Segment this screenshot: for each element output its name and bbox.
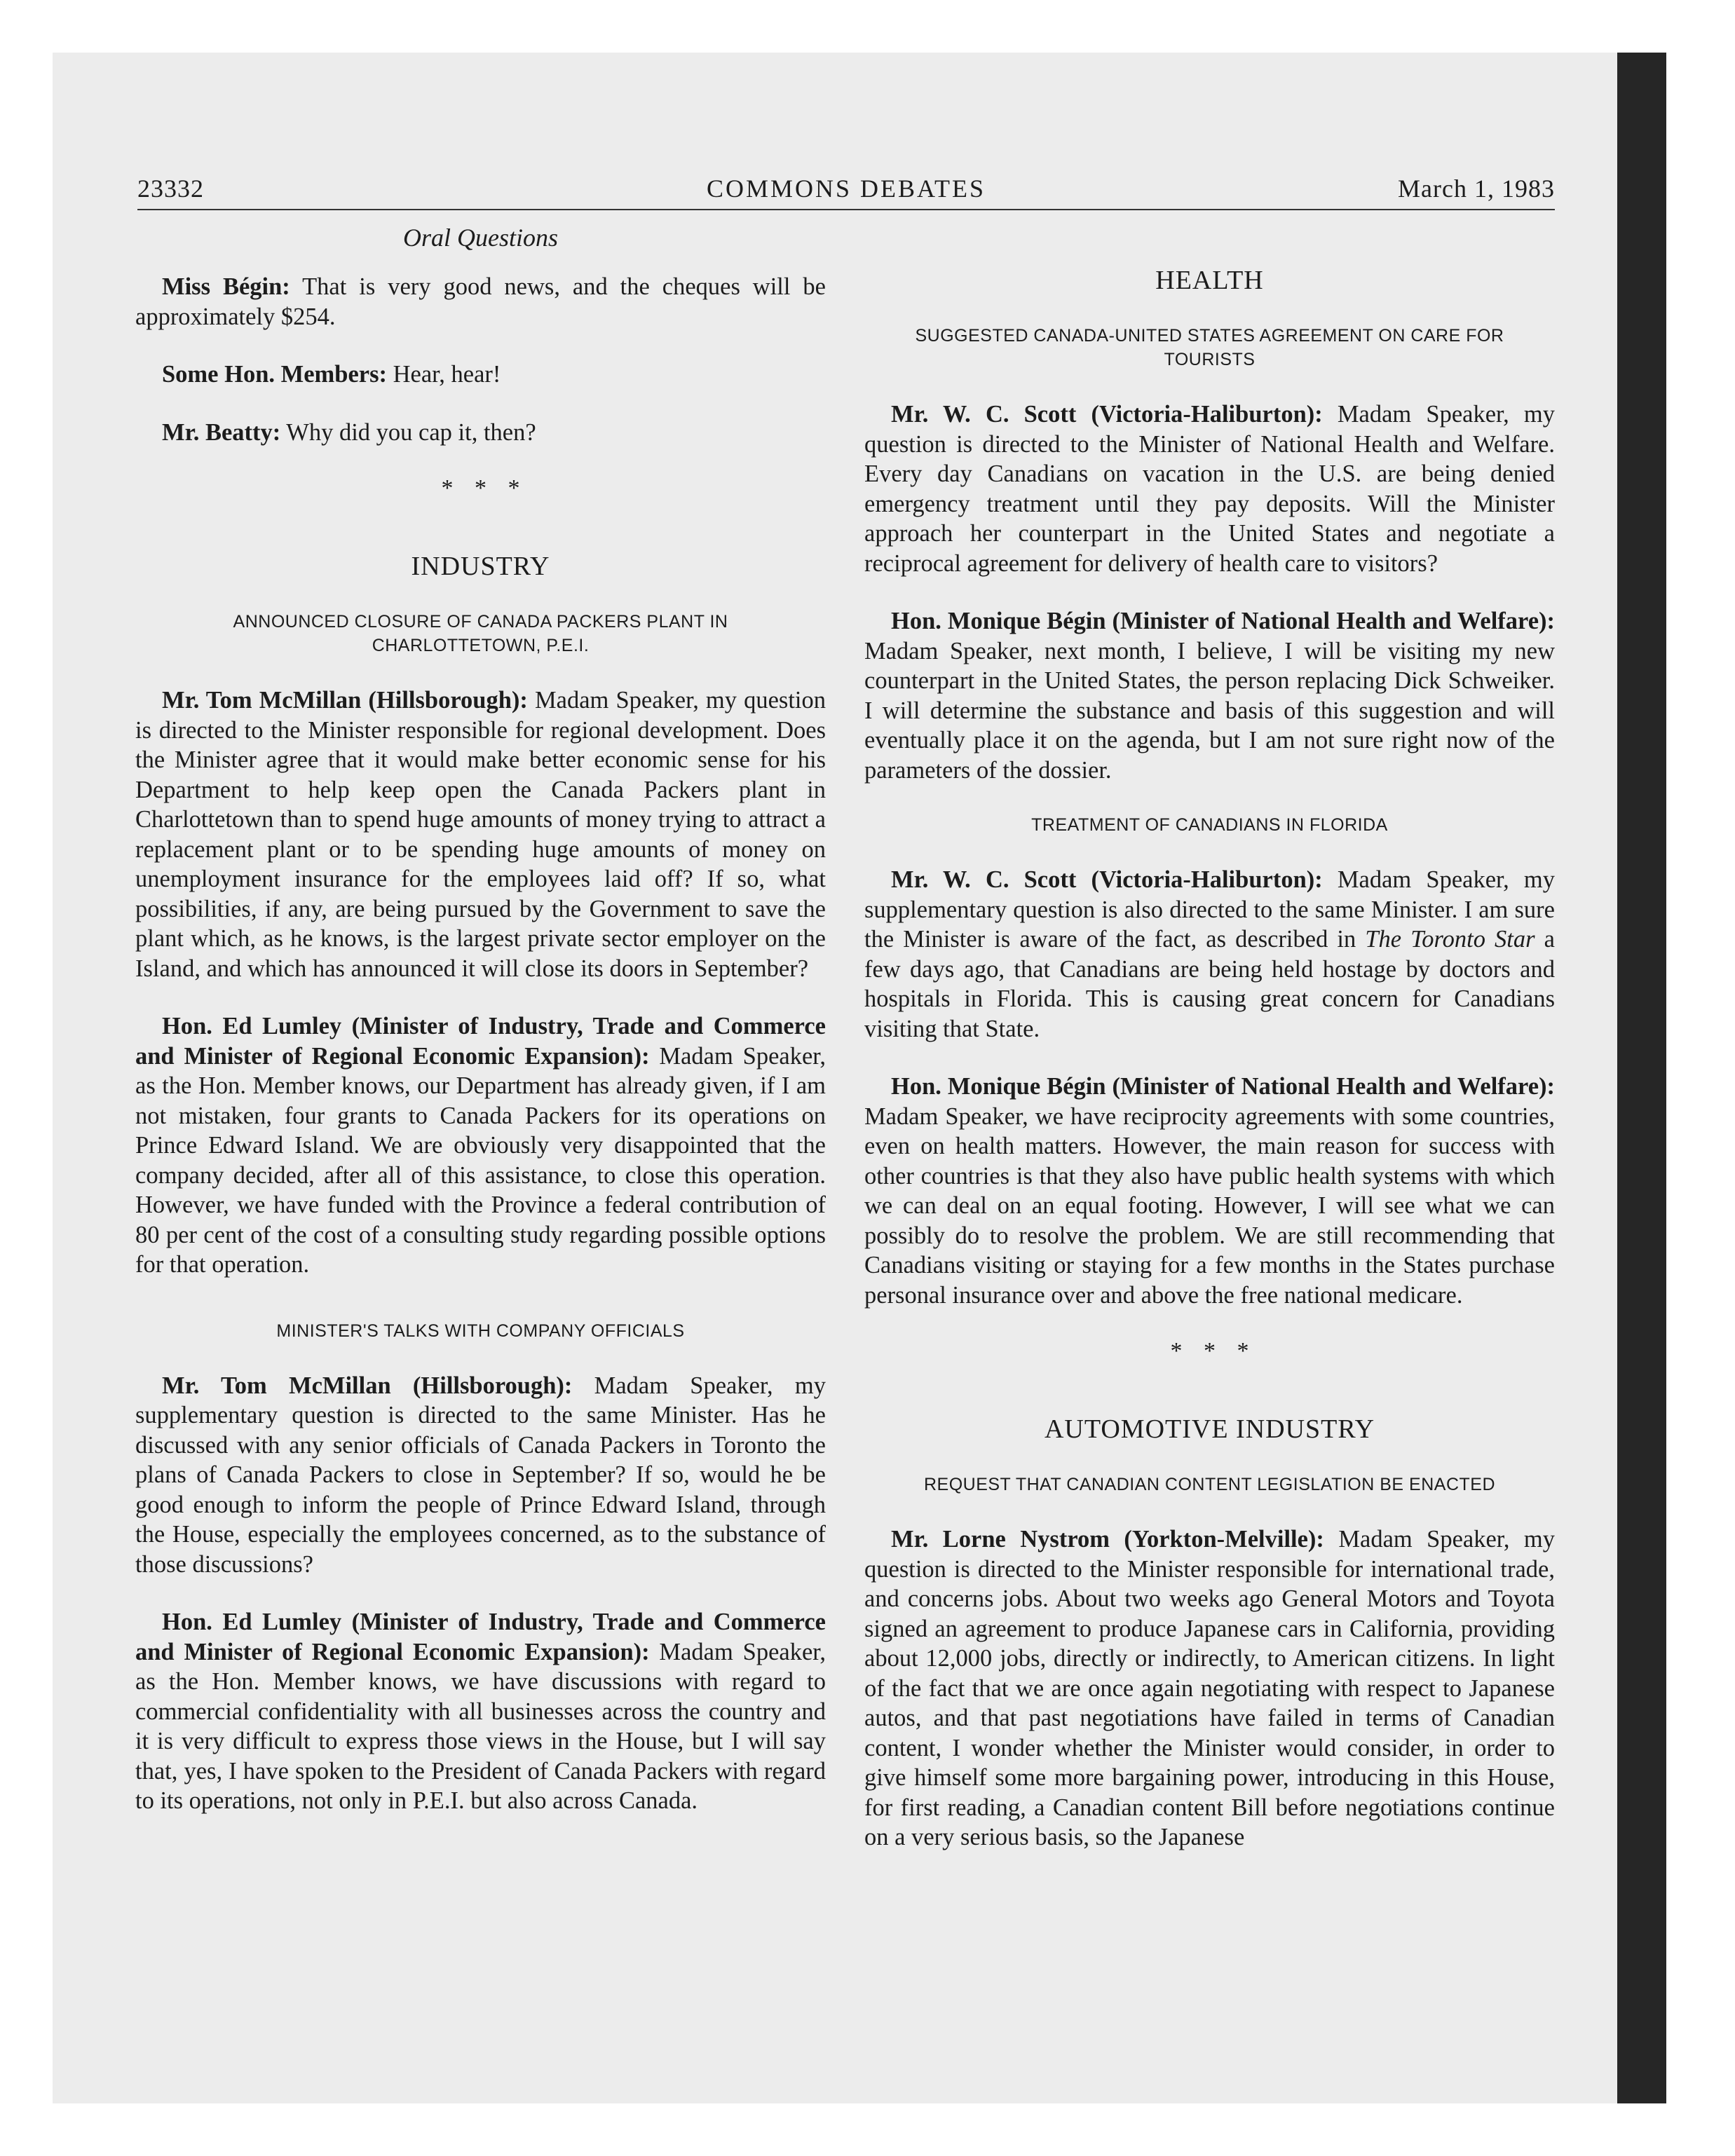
speaker-name: Miss Bégin: — [162, 273, 290, 300]
speech-paragraph — [864, 865, 1555, 1044]
speaker-name: Mr. Tom McMillan (Hillsborough): — [162, 687, 528, 714]
speech-paragraph — [135, 1607, 826, 1816]
speaker-name: Hon. Monique Bégin (Minister of National Health and Welfare): — [891, 608, 1555, 634]
speech-text: Madam Speaker, my question is directed to the Minister of National Health and Welfare. Every day Canadians on vacation in the U.S. are being denied emergency treatment until they pay deposits. Will the Minister approach her counterpart in the United States and negotiate a reciprocal agreement for delivery of health care to visitors? — [864, 401, 1555, 577]
speech-paragraph — [135, 685, 826, 983]
speech-text: Madam Speaker, we have reciprocity agreements with some countries, even on health matters. However, the main reason for success with other countries is that they also have public health systems with which we can deal on an equal footing. However, I will see what we can possibly do to resolve the problem. We are still recommending that Canadians visiting or staying for a few months in the States purchase personal insurance over and above the free national medicare. — [864, 1103, 1555, 1309]
speaker-name: Hon. Ed Lumley (Minister of Industry, Trade and Commerce and Minister of Regional Economic Expansion): — [135, 1609, 826, 1665]
page-number: 23332 — [137, 175, 204, 203]
subheading: TREATMENT OF CANADIANS IN FLORIDA — [1031, 815, 1388, 835]
publication-date: March 1, 1983 — [1398, 175, 1555, 203]
publication-title: COMMONS DEBATES — [706, 175, 986, 203]
subheading: SUGGESTED CANADA-UNITED STATES AGREEMENT ON CARE FOR TOURISTS — [915, 326, 1504, 369]
speaker-name: Mr. Tom McMillan (Hillsborough): — [162, 1372, 573, 1399]
speaker-name: Mr. W. C. Scott (Victoria-Haliburton): — [891, 401, 1323, 428]
speech-paragraph — [864, 606, 1555, 785]
newspaper-title: The Toronto Star — [1365, 926, 1535, 953]
speech-text: Madam Speaker, as the Hon. Member knows, our Department has already given, if I am not mistaken, four grants to Canada Packers for its operations on Prince Edward Island. We are obviously very disappointed that the company decided, after all of this assistance, to close this operation. However, we have funded with the Province a federal contribution of 80 per cent of the cost of a consulting study regarding possible options for that operation. — [135, 1042, 826, 1278]
speech-text: Madam Speaker, my question is directed to the Minister responsible for international trade, and concerns jobs. About two weeks ago General Motors and Toyota signed an agreement to produce Japanese cars in California, providing about 12,000 jobs, directly or indirectly, to American citizens. In light of the fact that we are once again negotiating with respect to Japanese autos, and that past negotiations have failed in terms of Canadian content, I wonder whether the Minister would consider, in order to give himself some more bargaining power, introducing in this House, for first reading, a Canadian content Bill before negotiations continue on a very serious basis, so the Japanese — [864, 1526, 1555, 1850]
running-head — [137, 174, 1555, 210]
section-separator: * * * — [441, 475, 520, 501]
subheading: ANNOUNCED CLOSURE OF CANADA PACKERS PLANT IN CHARLOTTETOWN, P.E.I. — [233, 612, 728, 655]
left-column — [135, 223, 826, 1844]
speech-paragraph — [135, 272, 826, 332]
section-label: Oral Questions — [402, 224, 558, 252]
speaker-name: Mr. W. C. Scott (Victoria-Haliburton): — [891, 866, 1323, 893]
scan-edge-bar — [1617, 53, 1666, 2103]
speech-text: Madam Speaker, next month, I believe, I will be visiting my new counterpart in the United States, the person replacing Dick Schweiker. I will determine the substance and basis of this suggestion and will eventually place it on the agenda, but I am not sure right now of the parameters of the dossier. — [864, 637, 1555, 784]
subheading: MINISTER'S TALKS WITH COMPANY OFFICIALS — [276, 1321, 685, 1341]
speech-paragraph — [135, 1011, 826, 1280]
right-column — [864, 265, 1555, 1881]
section-heading: HEALTH — [1155, 266, 1264, 295]
subheading: REQUEST THAT CANADIAN CONTENT LEGISLATION BE ENACTED — [923, 1475, 1496, 1494]
speaker-name: Mr. Lorne Nystrom (Yorkton-Melville): — [891, 1526, 1324, 1553]
speech-text: Madam Speaker, my supplementary question is directed to the same Minister. Has he discussed with any senior officials of Canada Packers in Toronto the plans of Canada Packers to close in September? If so, would he be good enough to inform the people of Prince Edward Island, through the House, especially the employees concerned, as to the substance of those discussions? — [135, 1372, 826, 1578]
speech-paragraph — [135, 418, 826, 448]
speech-paragraph — [864, 1072, 1555, 1310]
speaker-name: Mr. Beatty: — [162, 418, 281, 446]
speaker-name: Some Hon. Members: — [162, 361, 387, 388]
speech-paragraph — [864, 400, 1555, 578]
speech-text: Madam Speaker, my supplementary question is also directed to the same Minister. I am sure the Minister is aware of the fact, as described in — [864, 866, 1555, 953]
speech-text: a few days ago, that Canadians are being held hostage by doctors and hospitals in Florida. This is causing great concern for Canadians visiting that State. — [864, 926, 1555, 1042]
speech-paragraph — [135, 360, 826, 390]
speech-paragraph — [135, 1371, 826, 1580]
speech-paragraph — [864, 1524, 1555, 1853]
section-heading: INDUSTRY — [411, 552, 550, 581]
speaker-name: Hon. Monique Bégin (Minister of National Health and Welfare): — [891, 1073, 1555, 1100]
section-separator: * * * — [1170, 1338, 1249, 1364]
speech-text: Why did you cap it, then? — [280, 418, 536, 446]
speech-text: Madam Speaker, as the Hon. Member knows, we have discussions with regard to commercial confidentiality with all businesses across the country and it is very difficult to express those views in the House, but I will say that, yes, I have spoken to the President of Canada Packers with regard to its operations, not only in P.E.I. but also across Canada. — [135, 1638, 826, 1814]
speech-text: Hear, hear! — [386, 361, 501, 388]
section-heading: AUTOMOTIVE INDUSTRY — [1044, 1414, 1375, 1444]
speech-text: Madam Speaker, my question is directed to the Minister responsible for regional development. Does the Minister agree that it would make better economic sense for his Department to help keep open the Canada Packers plant in Charlottetown than to spend huge amounts of money trying to attract a replacement plant or to be spending huge amounts of money on unemployment insurance for the employees laid off? If so, what possibilities, if any, are being pursued by the Government to save the plant which, as he knows, is the largest private sector employer on the Island, and which has announced it will close its doors in September? — [135, 687, 826, 982]
speaker-name: Hon. Ed Lumley (Minister of Industry, Trade and Commerce and Minister of Regional Economic Expansion): — [135, 1013, 826, 1070]
speech-text: That is very good news, and the cheques will be approximately $254. — [135, 273, 826, 330]
